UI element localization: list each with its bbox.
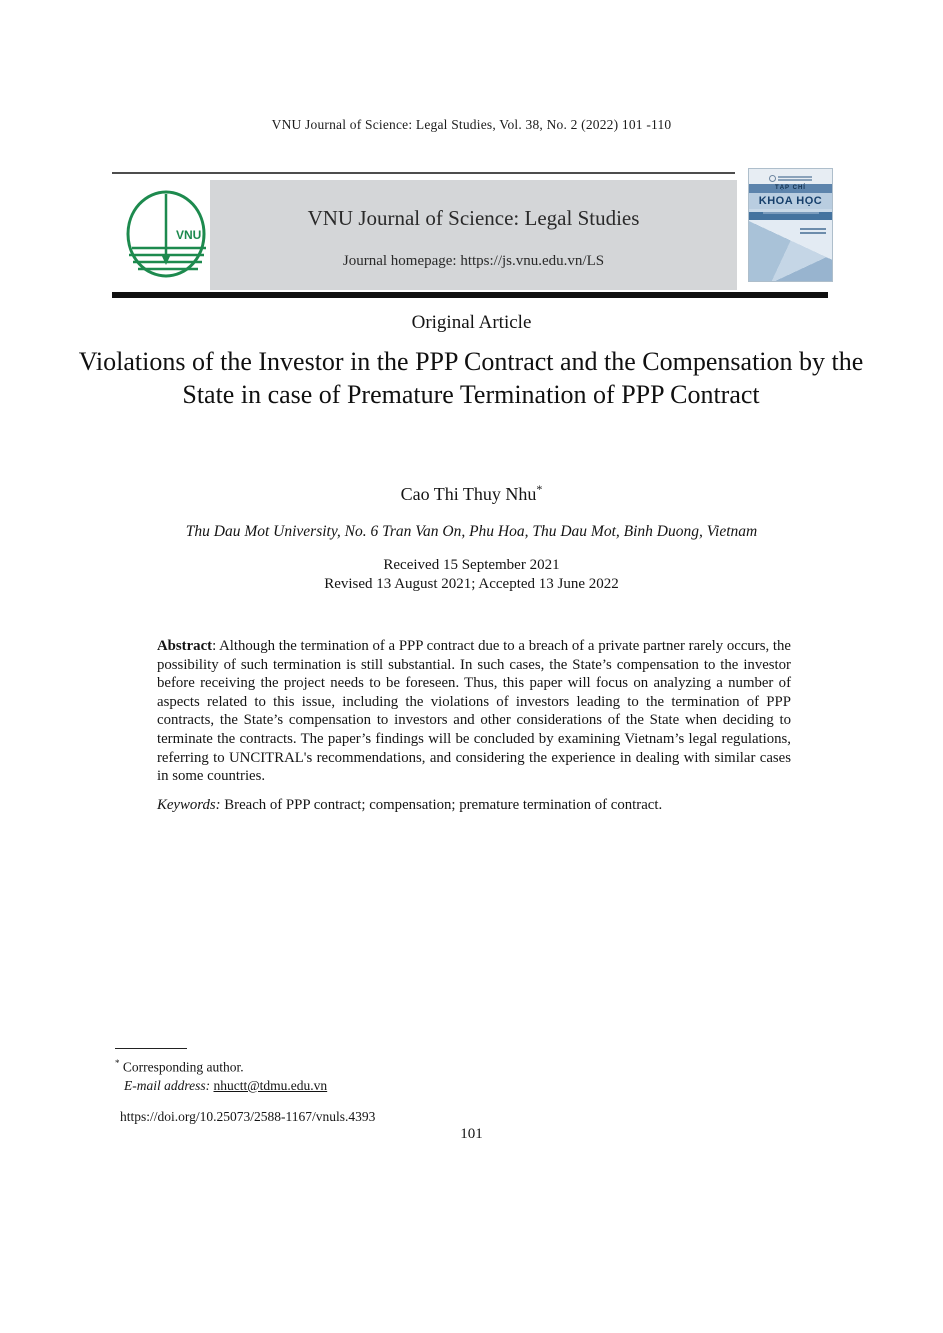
doi-text: https://doi.org/10.25073/2588-1167/vnuls.4393 (120, 1108, 376, 1124)
author-name-text: Cao Thi Thuy Nhu (400, 484, 537, 504)
email-link[interactable]: nhuctt@tdmu.edu.vn (213, 1077, 328, 1093)
vnu-logo (116, 182, 216, 290)
cover-mini-logo-icon (769, 175, 776, 182)
abstract-paragraph (157, 637, 791, 786)
author-name (0, 482, 943, 505)
email-label: E-mail address: (124, 1077, 214, 1093)
corresponding-author-note (115, 1054, 535, 1077)
email-line (124, 1077, 535, 1095)
keywords-text: Breach of PPP contract; compensation; premature termination of contract. (220, 796, 663, 813)
cover-tapchi-label: TẠP CHÍ (749, 184, 832, 193)
journal-homepage-url: Journal homepage: https://js.vnu.edu.vn/LS (342, 253, 605, 269)
banner-top-rule (112, 172, 735, 174)
keywords-label: Keywords: (157, 796, 221, 813)
abstract-section (157, 637, 791, 814)
author-affiliation: Thu Dau Mot University, No. 6 Tran Van On, Phu Hoa, Thu Dau Mot, Binh Duong, Vietnam (185, 523, 758, 540)
keywords-line (157, 796, 791, 815)
cover-mini-text-lines (778, 176, 812, 181)
journal-cover-thumbnail (748, 168, 833, 282)
page-number: 101 (460, 1126, 483, 1142)
cover-mini-caption (800, 226, 826, 234)
vnu-logo-icon (116, 182, 216, 290)
abstract-body-text: : Although the termination of a PPP contract due to a breach of a private partner rarely occurs, the possibility of such termination is still substantial. In such cases, the State’s compensation to the investor before receiving the project needs to be foreseen. Thus, this paper will focus on analyzing a number of aspects related to this issue, including the violations of investors leading to the termination of PPP contracts, the State’s compensation to investors and other considerations of the State when deciding to terminate the contracts. The paper’s findings will be concluded by examining Vietnam’s legal regulations, referring to UNCITRAL's recommendations, and considering the experience in dealing with similar cases in some countries. (157, 638, 791, 785)
abstract-label: Abstract (157, 638, 213, 654)
cover-subtitle-band (749, 212, 832, 220)
banner-bottom-rule (112, 292, 828, 298)
running-head-citation: VNU Journal of Science: Legal Studies, Vol. 38, No. 2 (2022) 101 -110 (271, 117, 672, 132)
cover-publisher-header (749, 169, 832, 184)
received-date: Received 15 September 2021 (383, 557, 560, 573)
cover-khoahoc-title: KHOA HỌC (749, 193, 832, 209)
footnote-rule (115, 1048, 187, 1049)
footnote-section (115, 1048, 535, 1126)
corresponding-author-text: Corresponding author. (119, 1059, 244, 1075)
corresponding-author-mark: * (536, 482, 543, 496)
footnote-mark: * (115, 1058, 120, 1068)
article-type-label: Original Article (411, 312, 532, 333)
cover-artwork (749, 220, 832, 282)
journal-masthead (210, 180, 737, 290)
vnu-logo-text: VNU (176, 228, 202, 242)
journal-banner (112, 172, 835, 300)
article-title: Violations of the Investor in the PPP Contract and the Compensation by the State in case of Premature Termination of PPP Contract (78, 347, 864, 409)
revised-accepted-dates: Revised 13 August 2021; Accepted 13 June 2022 (324, 576, 619, 592)
journal-title: VNU Journal of Science: Legal Studies (307, 206, 640, 230)
